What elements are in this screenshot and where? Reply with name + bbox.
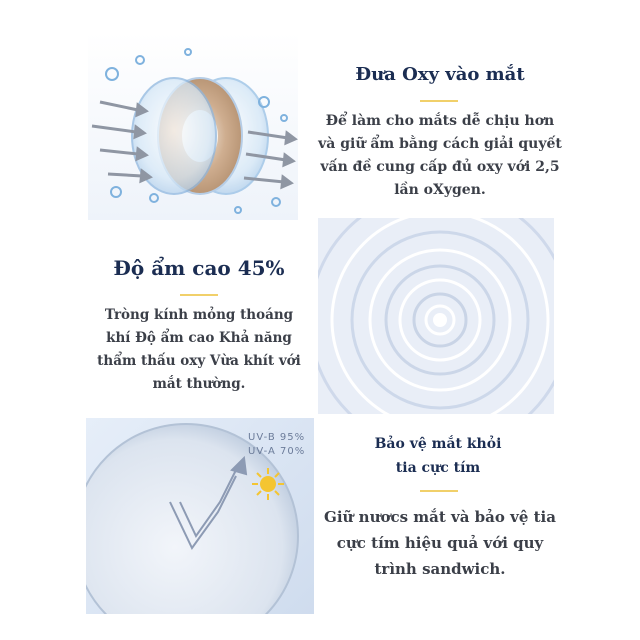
uv-lens-image [86,418,314,614]
section1-title: Đưa Oxy vào mắt [355,64,525,85]
uva-label: UV-A 70% [248,446,306,457]
section3-title-line1: Bảo vệ mắt khỏi [374,436,502,452]
section2-body: Tròng kính mỏng thoáng khí Độ ẩm cao Khả năng thẩm thấu oxy Vừa khít với mắt thường. [97,307,301,392]
section1-body: Để làm cho mắts dễ chịu hơn và giữ ẩm bằng cách giải quyết vấn đề cung cấp đủ oxy với 2,5 lần oXygen. [318,113,562,198]
section3-body: Giữ nươcs mắt và bảo vệ tia cực tím hiệu quả với quy trình sandwich. [324,508,556,578]
section3-divider [420,490,458,492]
oxygen-lens-image [88,32,298,220]
section1-divider [420,100,458,102]
section2-title: Độ ẩm cao 45% [113,256,285,280]
section2-divider [180,294,218,296]
water-ripple-image [318,218,554,414]
uvb-label: UV-B 95% [248,432,306,443]
section3-title-line2: tia cực tím [395,460,481,476]
